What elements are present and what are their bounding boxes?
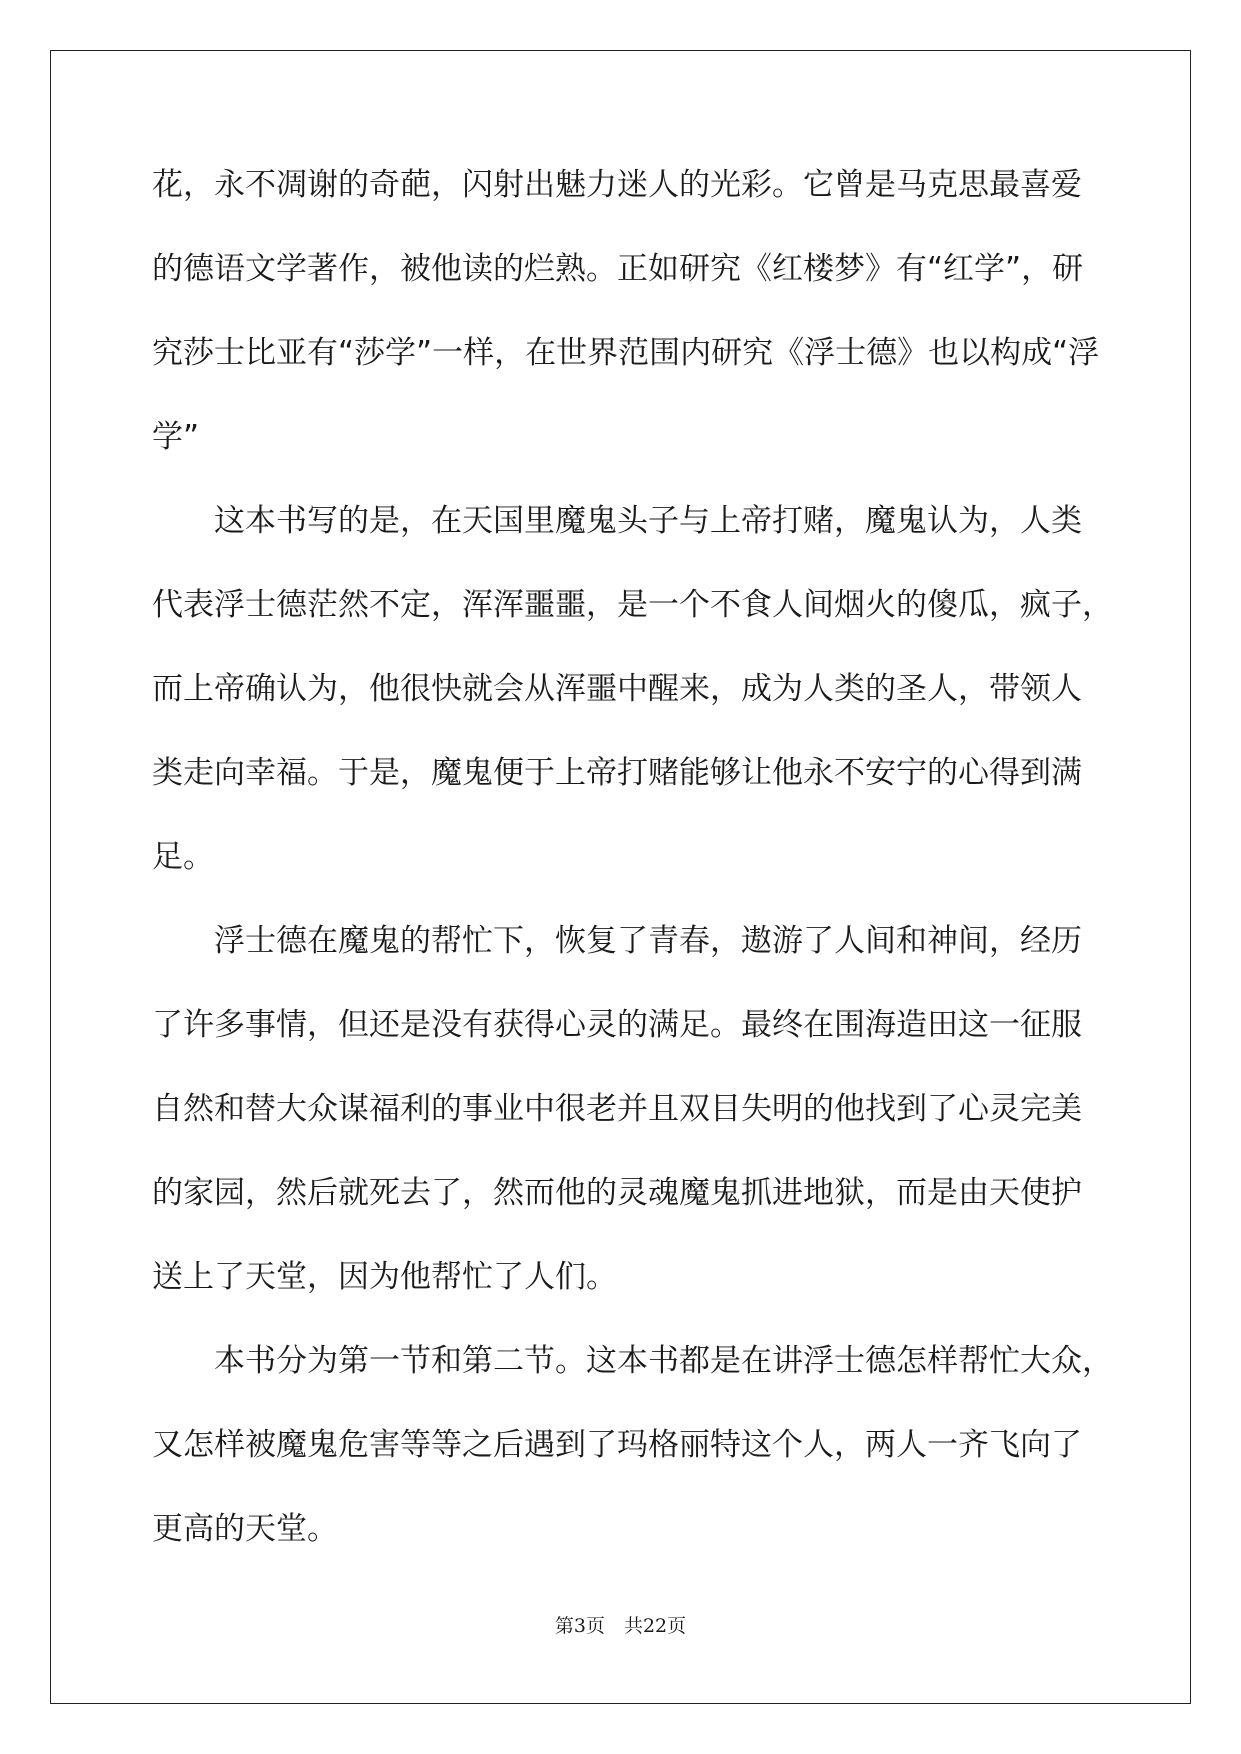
text-line: 送上了天堂，因为他帮忙了人们。 [152,1259,617,1295]
document-body [152,158,1113,1586]
text-line: 代表浮士德茫然不定，浑浑噩噩，是一个不食人间烟火的傻瓜，疯子， [152,587,1113,623]
text-line: 的家园，然后就死去了，然而他的灵魂魔鬼抓进地狱，而是由天使护 [152,1175,1082,1211]
page-number: 第3页 共22页 [554,1615,687,1637]
text-line: 究莎士比亚有“莎学”一样，在世界范围内研究《浮士德》也以构成“浮 [152,335,1100,371]
text-line: 本书分为第一节和第二节。这本书都是在讲浮士德怎样帮忙大众， [152,1343,1113,1379]
text-line: 的德语文学著作，被他读的烂熟。正如研究《红楼梦》有“红学”，研 [152,251,1084,287]
text-line: 自然和替大众谋福利的事业中很老并且双目失明的他找到了心灵完美 [152,1091,1082,1127]
text-line: 更高的天堂。 [152,1511,338,1547]
text-line: 花，永不凋谢的奇葩，闪射出魅力迷人的光彩。它曾是马克思最喜爱 [152,167,1082,203]
text-line: 又怎样被魔鬼危害等等之后遇到了玛格丽特这个人，两人一齐飞向了 [152,1427,1082,1463]
text-line: 学” [152,419,200,455]
text-line: 了许多事情，但还是没有获得心灵的满足。最终在围海造田这一征服 [152,1007,1082,1043]
text-line: 足。 [152,839,214,875]
text-line: 类走向幸福。于是，魔鬼便于上帝打赌能够让他永不安宁的心得到满 [152,755,1082,791]
text-line: 而上帝确认为，他很快就会从浑噩中醒来，成为人类的圣人，带领人 [152,671,1082,707]
text-line: 这本书写的是，在天国里魔鬼头子与上帝打赌，魔鬼认为，人类 [152,503,1082,539]
text-line: 浮士德在魔鬼的帮忙下，恢复了青春，遨游了人间和神间，经历 [152,923,1082,959]
